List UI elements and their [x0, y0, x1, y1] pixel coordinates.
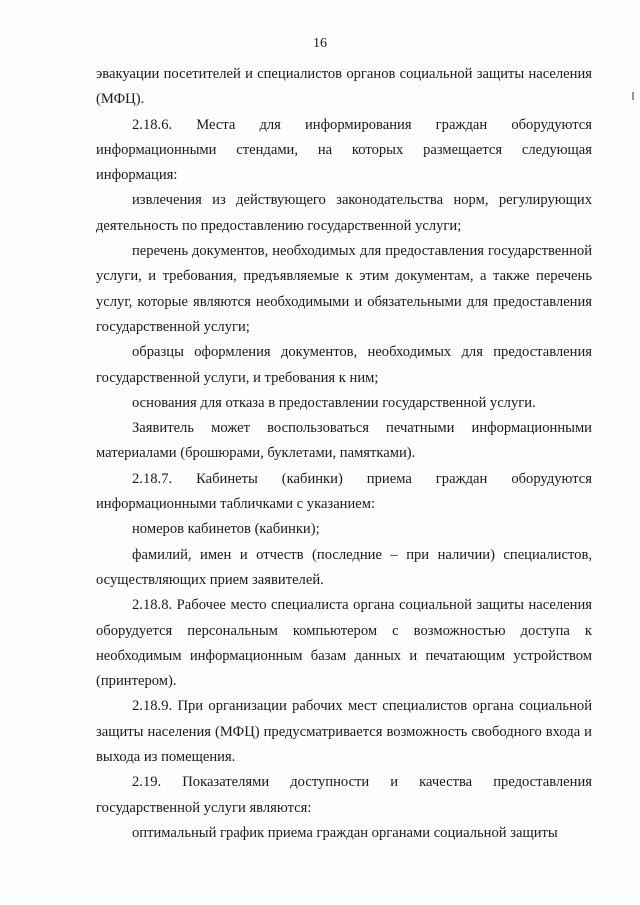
paragraph: 2.19. Показателями доступности и качества предоставления государственной услуги являются: — [96, 774, 592, 816]
paragraph: 2.18.8. Рабочее место специалиста органа социальной защиты населения оборудуется персональным компьютером с возможностью доступа к необходимым информационным базам данных и печатающим устройством (принтером). — [96, 597, 592, 690]
paragraph: 2.18.9. При организации рабочих мест специалистов органа социальной защиты населения (МФЦ) предусматривается возможность свободного входа и выхода из помещения. — [96, 698, 592, 766]
paragraph: 2.18.6. Места для информирования граждан оборудуются информационными стендами, на которых размещается следующая информация: — [96, 116, 592, 184]
paragraph: фамилий, имен и отчеств (последние – при наличии) специалистов, осуществляющих прием заявителей. — [96, 546, 592, 588]
paragraph: образцы оформления документов, необходимых для предоставления государственной услуги, и требования к ним; — [96, 344, 592, 386]
scan-artifact — [632, 92, 634, 100]
paragraph: перечень документов, необходимых для предоставления государственной услуги, и требования, предъявляемые к этим документам, а также перечень услуг, которые являются необходимыми и обязательными для предоставления государственной услуги; — [96, 243, 592, 335]
paragraph: извлечения из действующего законодательства норм, регулирующих деятельность по предоставлению государственной услуги; — [96, 192, 592, 234]
paragraph: основания для отказа в предоставлении государственной услуги. — [132, 394, 536, 411]
paragraph: номеров кабинетов (кабинки); — [132, 521, 320, 538]
page-number: 16 — [313, 36, 327, 51]
paragraph: 2.18.7. Кабинеты (кабинки) приема граждан оборудуются информационными табличками с указанием: — [96, 470, 592, 513]
document-body — [96, 62, 592, 846]
paragraph: оптимальный график приема граждан органами социальной защиты — [132, 824, 558, 841]
paragraph: Заявитель может воспользоваться печатными информационными материалами (брошюрами, буклетами, памятками). — [96, 420, 592, 462]
paragraph: эвакуации посетителей и специалистов органов социальной защиты населения (МФЦ). — [96, 66, 592, 108]
